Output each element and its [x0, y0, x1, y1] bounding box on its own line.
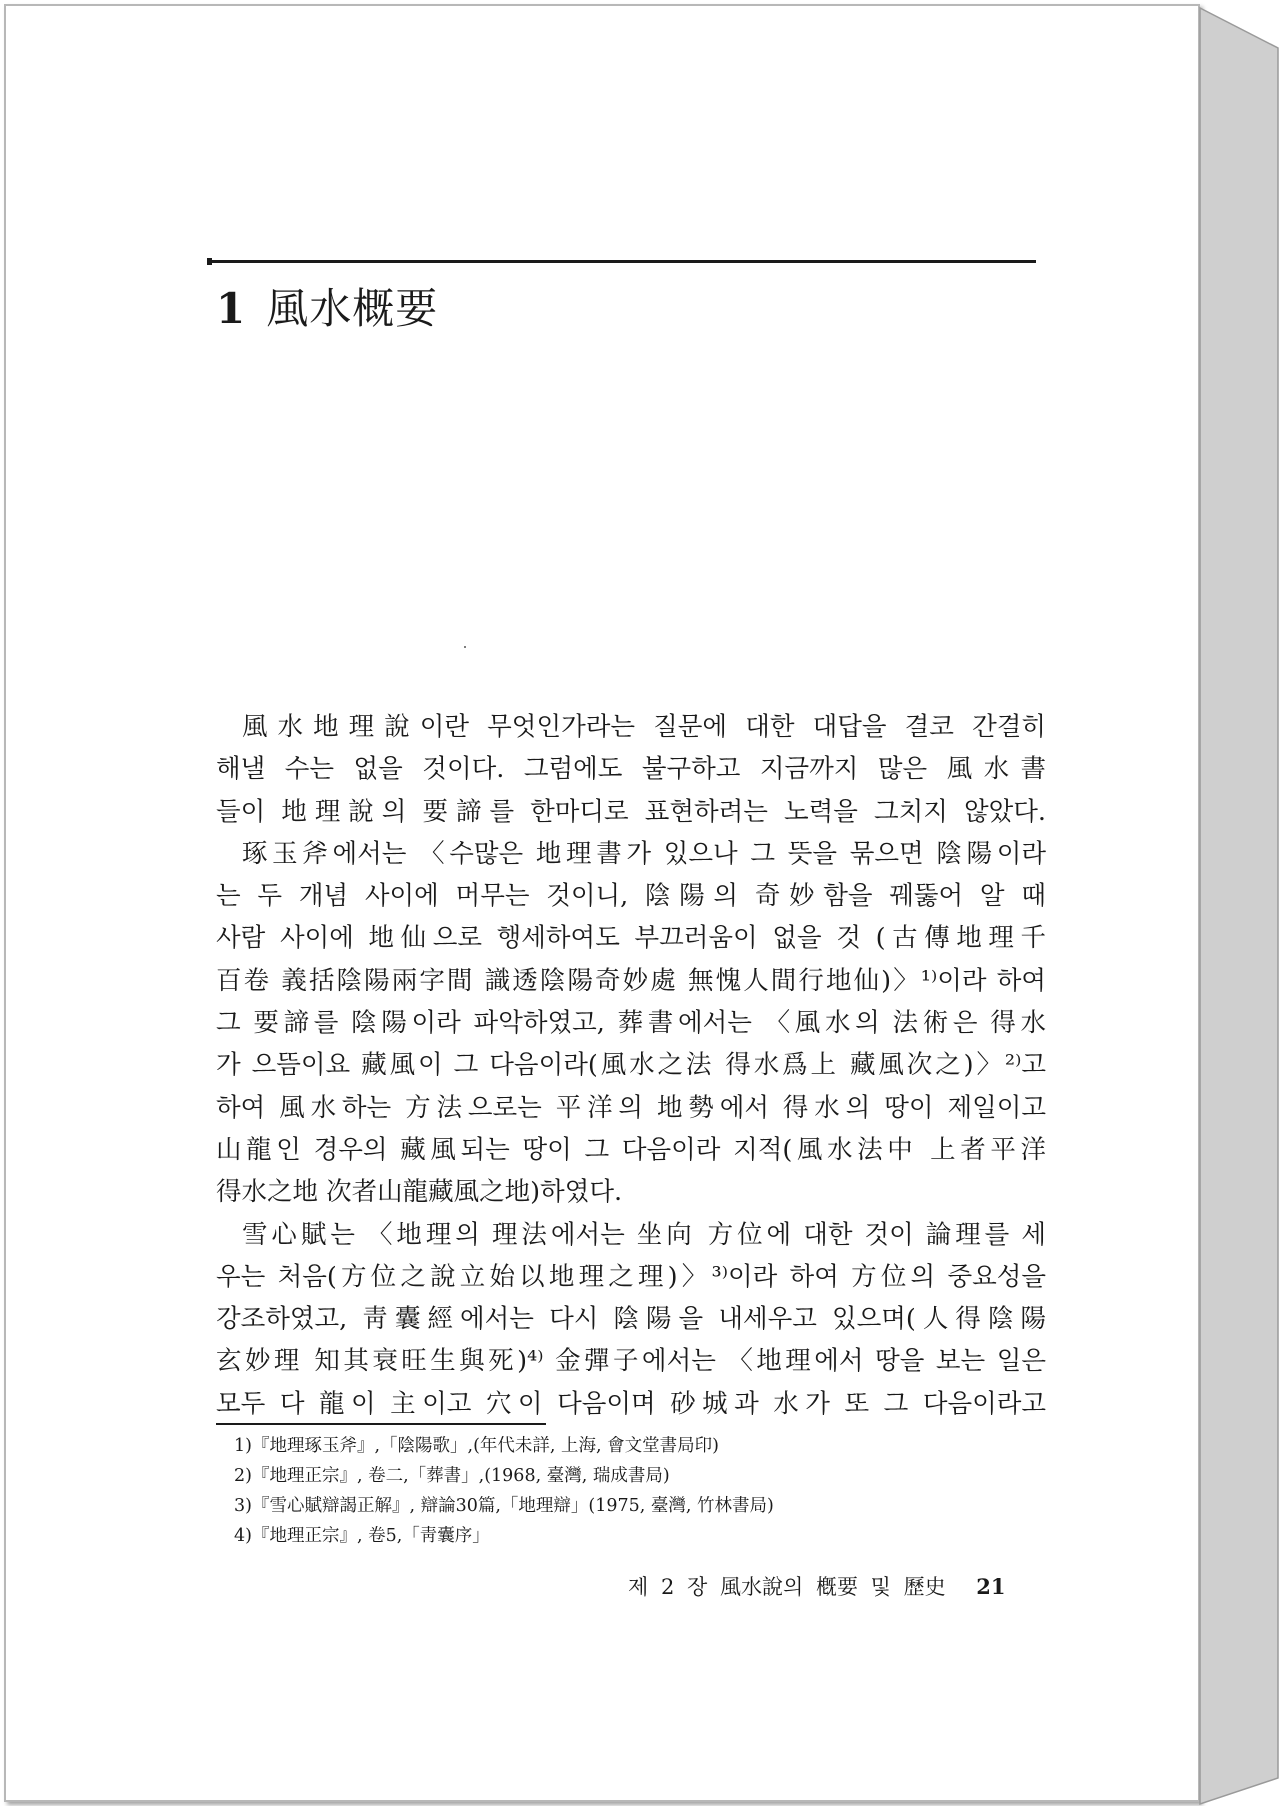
body-line: 玄妙理 知其衰旺生與死)⁴⁾ 金彈子에서는 〈地理에서 땅을 보는 일은	[216, 1346, 1046, 1377]
body-line: 山龍인 경우의 藏風되는 땅이 그 다음이라 지적(風水法中 上者平洋	[216, 1134, 1046, 1165]
body-line: 해낼 수는 없을 것이다. 그럼에도 불구하고 지금까지 많은 風水書	[216, 754, 1046, 785]
body-line: 강조하였고, 靑囊經에서는 다시 陰陽을 내세우고 있으며(人得陰陽	[216, 1304, 1046, 1335]
body-line: 雪心賦는 〈地理의 理法에서는 坐向 方位에 대한 것이 論理를 세	[242, 1219, 1046, 1250]
footnote-rule	[216, 1423, 546, 1425]
section-number: 1	[216, 284, 247, 333]
body-line: 들이 地理說의 要諦를 한마디로 표현하려는 노력을 그치지 않았다.	[216, 796, 1046, 827]
title-rule	[211, 260, 1036, 263]
book-page	[4, 4, 1200, 1802]
footnotes	[234, 1431, 774, 1551]
footer-chapter-title: 風水說의 槪要 및 歷史	[719, 1575, 946, 1599]
body-line: 는 두 개념 사이에 머무는 것이니, 陰陽의 奇妙함을 꿰뚫어 알 때	[216, 881, 1046, 912]
section-heading	[216, 276, 438, 336]
footnote: 4)『地理正宗』, 卷5,「靑囊序」	[234, 1526, 490, 1546]
body-line: 琢玉斧에서는 〈수많은 地理書가 있으나 그 뜻을 묶으면 陰陽이라	[242, 838, 1046, 869]
section-title: 風水概要	[266, 284, 439, 333]
body-line: 모두 다 龍이 主이고 穴이 다음이며 砂城과 水가 또 그 다음이라고	[216, 1388, 1046, 1419]
page-number: 21	[976, 1574, 1006, 1599]
body-line: 得水之地 次者山龍藏風之地)하였다.	[216, 1177, 623, 1208]
page-stack-edge-shape	[1200, 8, 1284, 1806]
body-line: 가 으뜸이요 藏風이 그 다음이라(風水之法 得水爲上 藏風次之)〉²⁾고	[216, 1050, 1046, 1081]
footnote: 2)『地理正宗』, 卷二,「葬書」,(1968, 臺灣, 瑞成書局)	[234, 1466, 670, 1486]
running-footer	[628, 1571, 1006, 1601]
body-line: 사람 사이에 地仙으로 행세하여도 부끄러움이 없을 것 (古傳地理千	[216, 923, 1046, 954]
scan-speck	[464, 646, 466, 648]
footnote: 1)『地理琢玉斧』,「陰陽歌」,(年代未詳, 上海, 會文堂書局印)	[234, 1436, 719, 1456]
body-line: 우는 처음(方位之說立始以地理之理)〉³⁾이라 하여 方位의 중요성을	[216, 1261, 1046, 1292]
footer-chapter: 제 2 장	[628, 1575, 708, 1599]
body-line: 風水地理說이란 무엇인가라는 질문에 대한 대답을 결코 간결히	[242, 712, 1046, 742]
body-line: 百卷 義括陰陽兩字間 識透陰陽奇妙處 無愧人間行地仙)〉¹⁾이라 하여	[216, 965, 1046, 996]
body-text	[216, 706, 1046, 1425]
footnote: 3)『雪心賦辯謁正解』, 辯論30篇,「地理辯」(1975, 臺灣, 竹林書局)	[234, 1496, 774, 1516]
body-line: 그 要諦를 陰陽이라 파악하였고, 葬書에서는 〈風水의 法術은 得水	[216, 1008, 1046, 1039]
body-line: 하여 風水하는 方法으로는 平洋의 地勢에서 得水의 땅이 제일이고	[216, 1092, 1046, 1123]
